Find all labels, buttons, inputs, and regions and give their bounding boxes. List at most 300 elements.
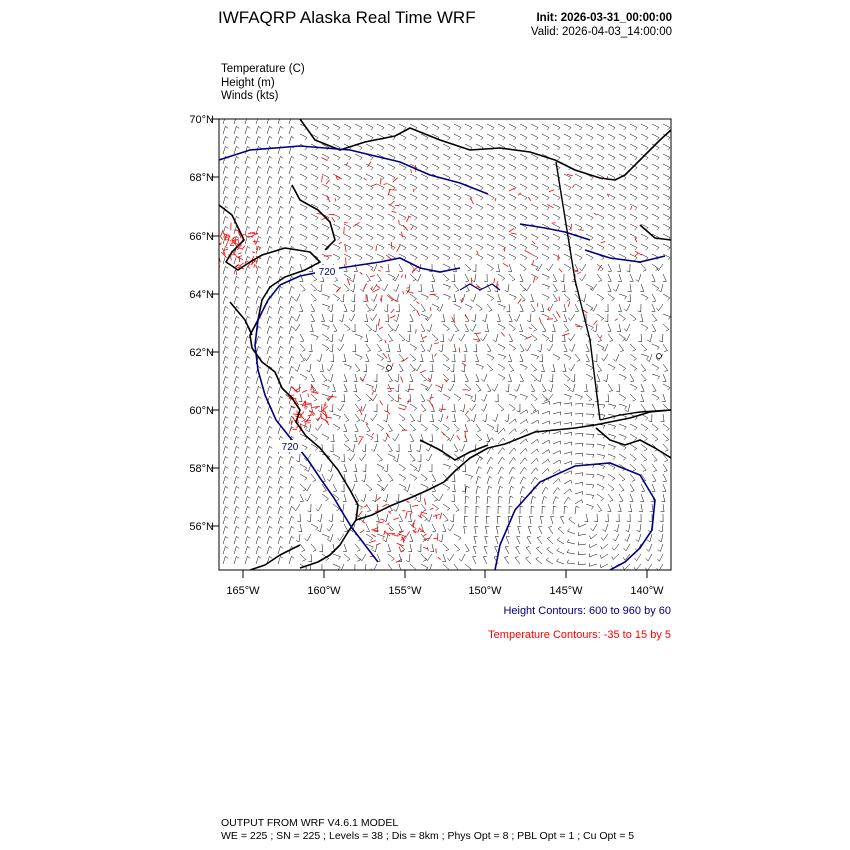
wind-barb <box>586 194 593 198</box>
wind-barb <box>508 284 509 292</box>
wind-barb <box>402 419 405 421</box>
wind-barb <box>258 186 261 188</box>
wind-barb <box>630 134 637 138</box>
wind-barb <box>377 144 384 148</box>
wind-barb <box>636 564 641 570</box>
wind-barb <box>304 378 307 380</box>
temperature-contour-segment <box>430 307 431 311</box>
wind-barb <box>511 370 514 371</box>
wind-barb <box>521 496 524 498</box>
wind-barb <box>465 384 471 389</box>
wind-barb <box>426 158 429 161</box>
temperature-contour-segment <box>390 316 396 319</box>
wind-barb <box>322 344 329 348</box>
wind-barb <box>267 256 269 264</box>
wind-barb <box>520 184 527 188</box>
wind-barb <box>417 421 420 422</box>
wind-barb <box>646 218 649 221</box>
wind-barb <box>659 531 662 533</box>
wind-barb <box>330 361 333 362</box>
wind-barb <box>377 214 384 218</box>
wind-barb <box>448 208 451 211</box>
wind-barb <box>329 340 332 342</box>
wind-barb <box>443 514 448 520</box>
wind-barb <box>421 424 428 429</box>
wind-barb <box>309 424 311 432</box>
wind-barb <box>448 148 451 151</box>
wind-barb <box>437 198 440 201</box>
wind-barb <box>569 368 571 371</box>
temperature-contour-segment <box>423 336 426 338</box>
wind-barb <box>349 178 352 181</box>
wind-barb <box>432 531 435 532</box>
wind-barb <box>234 186 236 194</box>
wind-barb <box>247 186 250 188</box>
wind-barb <box>360 188 363 191</box>
wind-barb <box>320 371 323 372</box>
wind-barb <box>608 504 611 511</box>
wind-barb <box>471 477 473 480</box>
wind-barb <box>437 208 440 211</box>
wind-barb <box>565 330 568 331</box>
wind-barb <box>236 526 239 528</box>
wind-barb <box>564 144 571 148</box>
wind-barb <box>236 506 239 508</box>
wind-barb <box>415 238 418 241</box>
wind-barb <box>553 244 560 248</box>
wind-barb <box>542 496 544 504</box>
wind-barb <box>386 514 388 522</box>
wind-barb <box>663 194 670 198</box>
wind-barb <box>541 344 542 352</box>
wind-barb <box>413 360 416 362</box>
wind-barb <box>564 384 570 389</box>
wind-barb <box>410 444 411 452</box>
wind-barb <box>256 406 258 414</box>
wind-barb <box>247 436 250 438</box>
wind-barb <box>657 138 660 141</box>
wind-barb <box>428 454 432 461</box>
wind-barb <box>333 354 334 362</box>
wind-barb <box>534 379 537 381</box>
wind-barb <box>355 334 363 337</box>
wind-barb <box>258 196 261 198</box>
wind-barb <box>393 238 396 241</box>
wind-barb <box>630 174 637 178</box>
temperature-contour-segment <box>552 223 556 224</box>
wind-barb <box>597 164 604 168</box>
wind-barb <box>553 214 560 218</box>
wind-barb <box>357 420 360 421</box>
wind-barb <box>481 338 483 341</box>
wind-barb <box>370 418 372 421</box>
wind-barb <box>591 208 594 211</box>
wind-barb <box>421 314 428 318</box>
wind-barb <box>223 496 225 504</box>
wind-barb <box>531 144 538 148</box>
wind-barb <box>496 414 499 422</box>
wind-barb <box>605 521 608 522</box>
wind-barb <box>586 474 594 475</box>
wind-barb <box>635 388 638 390</box>
temperature-contour-segment <box>238 256 242 258</box>
wind-barb <box>363 301 366 302</box>
wind-barb <box>256 136 258 144</box>
wind-barb <box>421 254 428 258</box>
wind-barb <box>432 154 439 158</box>
wind-barb <box>551 516 553 524</box>
wind-barb <box>278 396 280 404</box>
wind-barb <box>420 444 421 452</box>
coastline <box>219 119 671 570</box>
wind-barb <box>514 389 517 391</box>
wind-barb <box>225 176 228 178</box>
wind-barb <box>245 286 247 294</box>
wind-barb <box>547 268 549 271</box>
temperature-contour-segment <box>549 190 554 192</box>
wind-barb <box>589 544 590 548</box>
wind-barb <box>459 238 462 241</box>
wind-barb <box>328 470 331 472</box>
wind-barb <box>608 334 613 340</box>
wind-barb <box>524 269 527 271</box>
wind-barb <box>247 146 250 148</box>
temperature-contour-segment <box>385 340 386 343</box>
wind-barb <box>465 474 473 477</box>
wind-barb <box>542 487 546 494</box>
wind-barb <box>547 238 550 241</box>
wind-barb <box>430 324 432 332</box>
wind-barb <box>459 559 462 562</box>
wind-barb <box>635 128 638 131</box>
wind-barb <box>247 516 250 518</box>
wind-barb <box>549 344 553 351</box>
wind-barb <box>256 456 258 464</box>
wind-barb <box>536 128 539 131</box>
wind-barb <box>638 341 641 342</box>
wind-barb <box>426 128 429 131</box>
wind-barb <box>245 366 247 374</box>
wind-barb <box>552 334 553 342</box>
wind-barb <box>223 296 225 304</box>
wind-barb <box>306 469 309 471</box>
wind-barb <box>366 224 373 228</box>
wind-barb <box>327 438 330 440</box>
wind-barb <box>247 476 250 478</box>
wind-barb <box>652 344 659 347</box>
wind-barb <box>399 424 405 430</box>
wind-barb <box>439 540 442 542</box>
wind-barb <box>509 264 512 272</box>
wind-barb <box>247 156 250 158</box>
wind-barb <box>386 534 388 542</box>
wind-barb <box>538 350 541 352</box>
wind-barb <box>608 484 614 489</box>
wind-barb <box>358 400 361 402</box>
temperature-contour-segment <box>477 251 479 255</box>
wind-barb <box>291 486 294 488</box>
temperature-contour-segment <box>428 378 430 381</box>
wind-barb <box>331 374 333 382</box>
wind-barb <box>652 194 659 198</box>
field-temperature-label: Temperature (C) <box>221 63 305 75</box>
wind-barb <box>225 126 228 128</box>
wind-barb <box>426 449 429 452</box>
wind-barb <box>388 324 393 330</box>
wind-barb <box>542 468 548 474</box>
wind-barb <box>305 427 307 430</box>
wind-barb <box>409 384 411 392</box>
wind-barb <box>223 286 225 294</box>
wind-barb <box>413 430 416 432</box>
temperature-contours-legend: Temperature Contours: -35 to 15 by 5 <box>488 629 671 641</box>
wind-barb <box>245 556 247 564</box>
wind-barb <box>547 549 553 554</box>
wind-barb <box>225 366 228 368</box>
wind-barb <box>289 326 291 334</box>
wind-barb <box>650 334 652 342</box>
wind-barb <box>668 198 671 201</box>
wind-barb <box>318 504 322 511</box>
wind-barb <box>557 548 560 551</box>
wind-barb <box>462 361 465 362</box>
wind-barb <box>582 264 586 271</box>
wind-barb <box>547 178 550 181</box>
wind-barb <box>366 304 371 311</box>
wind-barb <box>393 457 395 460</box>
wind-barb <box>382 258 385 261</box>
wind-barb <box>414 498 417 500</box>
wind-barb <box>663 324 669 329</box>
wind-barb <box>462 491 465 492</box>
wind-barb <box>641 384 644 391</box>
wind-barb <box>267 486 269 494</box>
wind-barb <box>371 248 374 251</box>
wind-barb <box>327 369 329 371</box>
wind-barb <box>388 424 392 431</box>
wind-barb <box>267 516 269 524</box>
wind-barb <box>245 386 247 394</box>
wind-barb <box>662 334 663 342</box>
wind-barb <box>630 154 637 158</box>
wind-barb <box>520 334 527 338</box>
wind-barb <box>668 138 671 141</box>
wind-barb <box>256 226 258 234</box>
wind-barb <box>326 499 329 501</box>
wind-barb <box>526 558 532 564</box>
wind-barb <box>608 134 615 138</box>
wind-barb <box>393 218 396 221</box>
wind-barb <box>256 416 258 424</box>
wind-barb <box>520 324 523 332</box>
wind-barb <box>498 374 505 378</box>
wind-barb <box>289 236 291 244</box>
wind-barb <box>663 404 669 410</box>
wind-barb <box>536 178 539 181</box>
wind-barb <box>476 434 482 440</box>
wind-barb <box>564 344 567 351</box>
wind-barb <box>600 269 603 271</box>
temperature-contour-segment <box>572 185 574 188</box>
wind-barb <box>502 278 505 280</box>
wind-barb <box>569 338 571 341</box>
wind-barb <box>544 496 547 498</box>
wind-barb <box>258 286 261 288</box>
wind-barb <box>432 254 439 258</box>
wind-barb <box>465 214 472 218</box>
wind-barb <box>247 426 250 428</box>
wind-barb <box>234 336 236 344</box>
wind-barb <box>498 174 505 178</box>
wind-barb <box>374 411 377 412</box>
wind-barb <box>536 559 542 564</box>
wind-barb <box>291 196 294 198</box>
wind-barb <box>536 138 539 141</box>
wind-barb <box>515 558 520 564</box>
wind-barb <box>619 304 622 312</box>
temperature-contour-segment <box>308 393 309 397</box>
wind-barb <box>448 458 451 460</box>
wind-barb <box>520 274 523 281</box>
wind-barb <box>542 144 549 148</box>
wind-barb <box>470 307 472 310</box>
wind-barb <box>371 228 374 231</box>
lat-label: 66°N <box>189 231 214 243</box>
wind-barb <box>649 544 652 551</box>
wind-barb <box>526 557 529 558</box>
wind-barb <box>269 396 272 398</box>
wind-barb <box>289 226 291 234</box>
wind-barb <box>663 474 667 481</box>
wind-barb <box>388 554 394 559</box>
wind-barb <box>459 258 462 261</box>
wind-barb <box>382 148 385 151</box>
wind-barb <box>396 284 399 292</box>
wind-barb <box>509 134 516 138</box>
temperature-contour-segment <box>503 263 508 266</box>
wind-barb <box>388 164 395 168</box>
wind-barb <box>443 174 450 178</box>
wind-barb <box>597 154 604 158</box>
temperature-contour-segment <box>238 253 241 254</box>
wind-barb <box>506 537 509 544</box>
wind-barb <box>362 454 367 461</box>
wind-barb <box>280 326 283 328</box>
wind-barb <box>534 339 537 341</box>
wind-barb <box>446 550 449 552</box>
wind-barb <box>531 304 535 311</box>
wind-barb <box>426 188 429 191</box>
wind-barb <box>399 334 405 340</box>
wind-barb <box>455 451 458 452</box>
wind-barb <box>619 184 626 188</box>
wind-barb <box>258 496 261 498</box>
wind-barb <box>366 204 373 208</box>
wind-barb <box>470 258 473 261</box>
wind-barb <box>371 438 374 440</box>
wind-barb <box>317 470 320 472</box>
wind-barb <box>410 304 416 310</box>
wind-barb <box>278 136 280 144</box>
wind-barb <box>483 557 487 564</box>
wind-barb <box>498 204 505 208</box>
wind-barb <box>493 420 496 422</box>
wind-barb <box>269 426 272 428</box>
temperature-contour-segment <box>440 513 442 520</box>
lon-label: 165°W <box>226 585 260 597</box>
wind-barb <box>641 134 648 138</box>
wind-barb <box>614 436 616 439</box>
wind-barb <box>542 294 549 297</box>
wind-barb <box>267 186 269 194</box>
wind-barb <box>442 534 443 542</box>
wind-barb <box>415 368 417 371</box>
wind-barb <box>393 168 396 171</box>
wind-barb <box>344 214 351 218</box>
wind-barb <box>291 126 294 128</box>
wind-barb <box>465 374 468 381</box>
wind-barb <box>327 158 330 161</box>
wind-barb <box>454 444 458 451</box>
wind-barb <box>503 238 506 241</box>
temperature-contour-segment <box>311 387 312 391</box>
wind-barb <box>465 134 472 138</box>
wind-barb <box>245 426 247 434</box>
wind-barb <box>652 324 656 331</box>
wind-barb <box>329 364 333 371</box>
wind-barb <box>459 148 462 151</box>
height-contours-legend: Height Contours: 600 to 960 by 60 <box>503 605 671 617</box>
wind-barb <box>475 526 478 527</box>
wind-barb <box>269 216 272 218</box>
wind-barb <box>333 224 340 228</box>
wind-barb <box>387 404 388 412</box>
wind-barb <box>477 341 480 342</box>
wind-barb <box>619 154 626 158</box>
wind-barb <box>498 214 505 218</box>
wind-barb <box>426 228 429 231</box>
wind-barb <box>247 366 250 368</box>
wind-barb <box>498 344 505 348</box>
wind-barb <box>410 504 412 512</box>
wind-barb <box>289 406 291 414</box>
wind-barb <box>245 496 247 504</box>
wind-barb <box>633 400 636 402</box>
wind-barb <box>476 204 483 208</box>
wind-barb <box>278 476 280 484</box>
wind-barb <box>641 404 646 411</box>
wind-barb <box>305 138 308 141</box>
wind-barb <box>304 358 306 361</box>
wind-barb <box>267 406 269 414</box>
wind-barb <box>410 244 417 248</box>
wind-barb <box>668 388 671 390</box>
wind-barb <box>630 394 636 400</box>
wind-barb <box>509 364 514 370</box>
wind-barb <box>525 228 528 231</box>
wind-barb <box>247 406 250 408</box>
wind-barb <box>459 449 462 451</box>
wind-barb <box>267 446 269 454</box>
wind-barb <box>256 376 258 384</box>
wind-barb <box>245 476 247 484</box>
temperature-contour-segment <box>462 363 466 366</box>
wind-barb <box>575 224 582 228</box>
wind-barb <box>650 511 653 512</box>
wind-barb <box>399 254 406 258</box>
wind-barb <box>475 516 476 524</box>
wind-barb <box>443 314 445 322</box>
